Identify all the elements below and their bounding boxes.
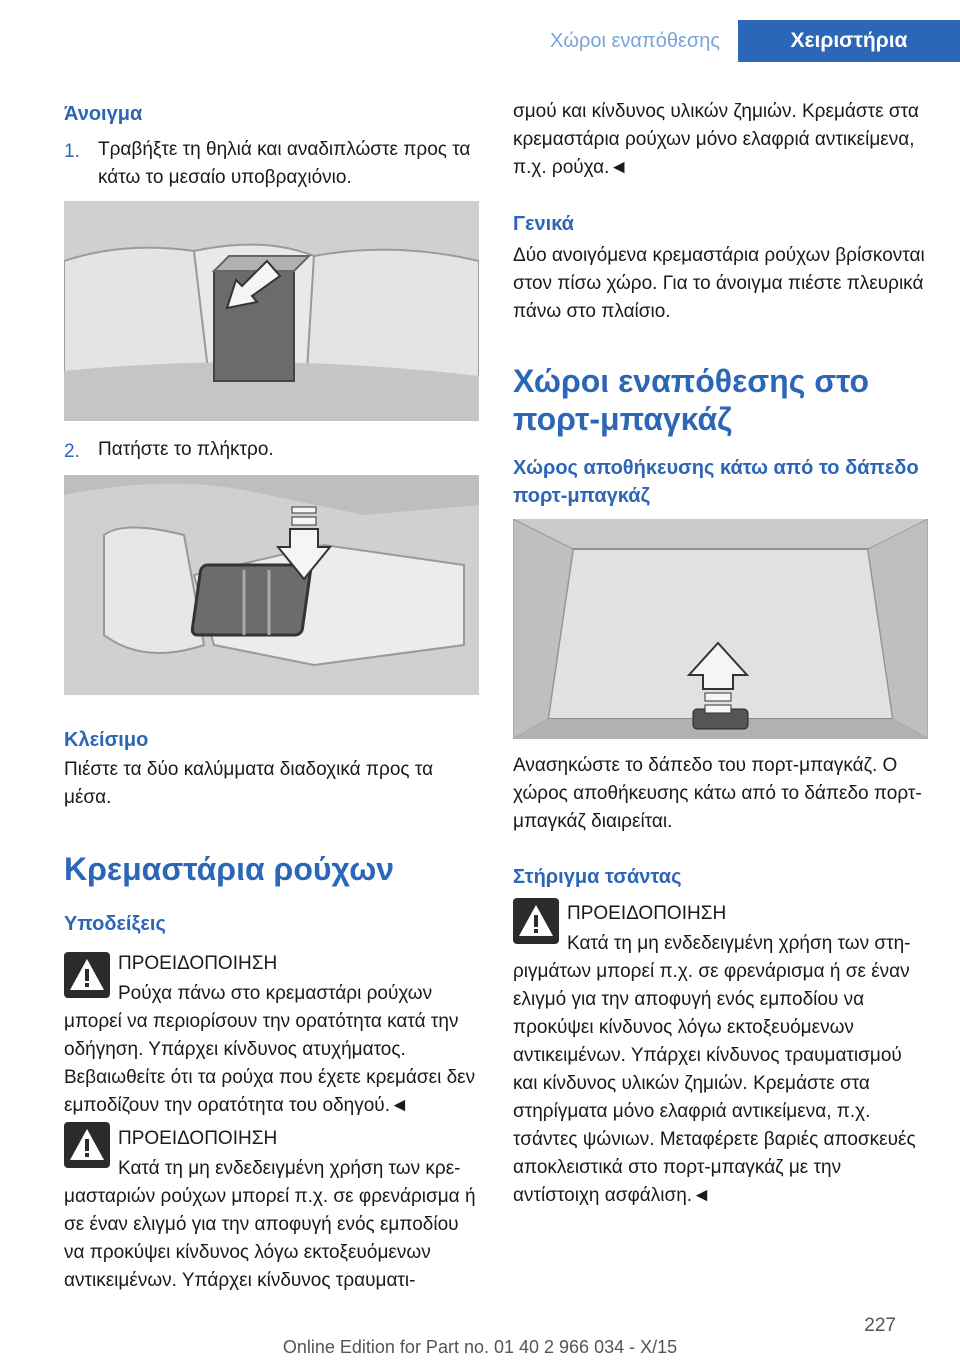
warning-title-3: ΠΡΟΕΙΔΟΠΟΙΗΣΗ [567,903,727,924]
general-heading: Γενικά [513,213,574,235]
warning-line-3: Κατά τη μη ενδεδειγμένη χρήση των στη- [567,933,911,954]
continued-text: σμού και κίνδυνος υλικών ζημιών. Κρεμάστε στα κρεμαστάρια ρούχων μόνο ελαφριά αντικείμενα, π.χ. ρούχα.◄ [513,101,919,178]
step-text-2: Πατήστε το πλήκτρο. [98,439,274,460]
arrow-down-icon [274,505,334,585]
trunk-floor-illustration [513,519,928,739]
bag-heading: Στήριγμα τσάντας [513,866,682,888]
general-text: Δύο ανοιγόμενα κρεμαστάρια ρούχων βρίσκονται στον πίσω χώρο. Για το άνοιγμα πιέστε πλευρικά πάνω στο πλαίσιο. [513,245,925,322]
button-illustration [64,475,479,695]
step-number-1: 1. [64,141,80,162]
warning-title-2: ΠΡΟΕΙΔΟΠΟΙΗΣΗ [118,1128,278,1149]
opening-heading: Άνοιγμα [64,103,143,125]
notes-heading: Υποδείξεις [64,913,166,935]
page-number: 227 [864,1315,896,1336]
hooks-heading: Κρεμαστάρια ρούχων [64,851,395,887]
closing-heading: Κλείσιμο [64,729,149,751]
warning-icon [64,1122,110,1168]
armrest-illustration [64,201,479,421]
closing-text: Πιέστε τα δύο καλύμματα διαδοχικά προς τα μέσα. [64,759,434,808]
warning-line-1: Ρούχα πάνω στο κρεμαστάρι ρούχων [118,983,433,1004]
chapter-tab: Χειριστήρια [738,20,960,62]
step-number-2: 2. [64,441,80,462]
edition-note: Online Edition for Part no. 01 40 2 966 034 - X/15 [282,1337,678,1357]
trunk-heading: Χώροι εναπόθεσης στο πορτ-μπαγκάζ [513,363,870,437]
section-title: Χώροι εναπόθεσης [550,30,720,52]
warning-text-3: ριγμάτων μπορεί π.χ. σε φρενάρισμα ή σε έναν ελιγμό για την αποφυγή ενός εμποδίου να προκύψει κίνδυνος λόγω εκτοξευόμενων αντικειμένων. Υπάρχει κίνδυνος τραυματισμού και κίνδυνος υλικών ζημιών. Κρεμάστε στα στηρίγματα μόνο ελαφριά αντικείμενα, π.χ. τσάντες ψώνιων. Μεταφέρετε βαριές αποσκευές αποκλειστικά στο πορτ-μπαγκάζ με την αντίστοιχη ασφάλιση.◄ [513,961,916,1206]
warning-line-2: Κατά τη μη ενδεδειγμένη χρήση των κρε- [118,1158,461,1179]
warning-icon [64,952,110,998]
warning-icon [513,898,559,944]
page-header [0,0,960,62]
step-text-1: Τραβήξτε τη θηλιά και αναδιπλώστε προς τα κάτω το μεσαίο υποβραχιόνιο. [98,139,471,188]
warning-title-1: ΠΡΟΕΙΔΟΠΟΙΗΣΗ [118,953,278,974]
floor-heading: Χώρος αποθήκευσης κάτω από το δάπεδο πορτ-μπαγκάζ [513,457,919,507]
arrow-up-icon [683,639,753,719]
warning-text-2: μασταριών ρούχων μπορεί π.χ. σε φρενάρισμα ή σε έναν ελιγμό για την αποφυγή ενός εμποδίου να προκύψει κίνδυνος λόγω εκτοξευόμενων αντικειμένων. Υπάρχει κίνδυνος τραυματι- [64,1186,476,1291]
warning-text-1: μπορεί να περιορίσουν την ορατότητα κατά την οδήγηση. Υπάρχει κίνδυνος ατυχήματος. Βεβαιωθείτε ότι τα ρούχα που έχετε κρεμάσει δεν εμποδίζουν την ορατότητα του οδηγού.◄ [64,1011,476,1116]
floor-text: Ανασηκώστε το δάπεδο του πορτ-μπαγκάζ. Ο χώρος αποθήκευσης κάτω από το δάπεδο πορτ-μπαγκάζ διαιρείται. [513,755,922,832]
arrow-down-icon [222,256,292,316]
